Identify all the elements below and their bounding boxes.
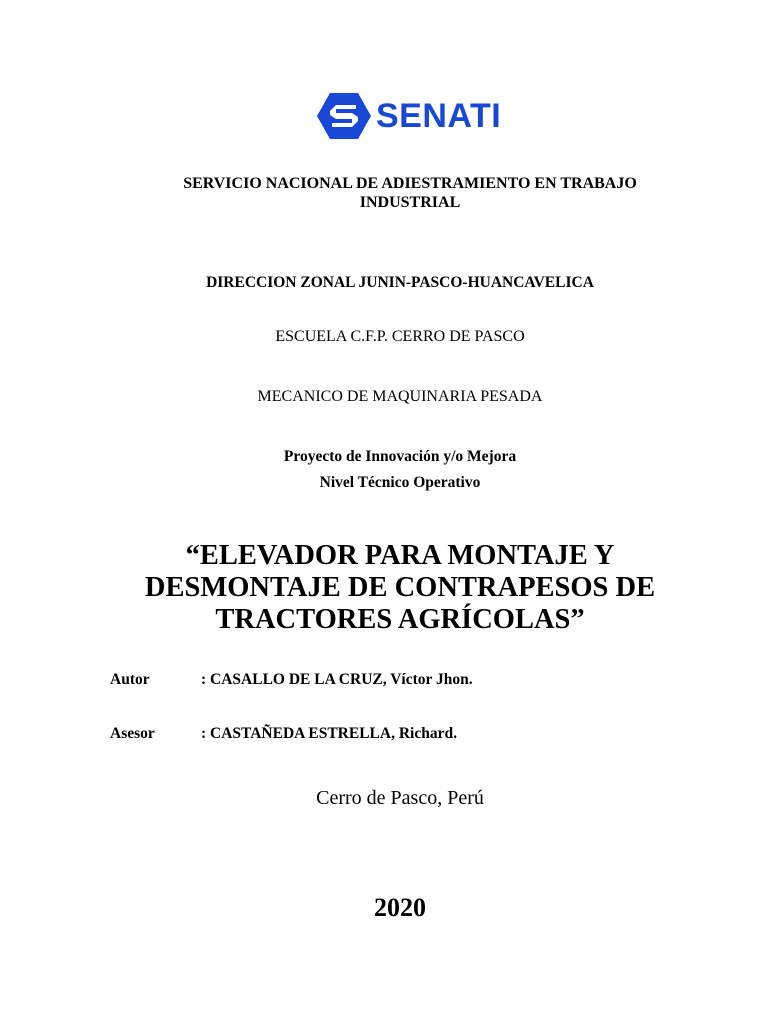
author-label: Autor (110, 671, 150, 688)
year: 2020 (374, 893, 426, 922)
project-type: Proyecto de Innovación y/o Mejora (283, 448, 517, 465)
project-level: Nivel Técnico Operativo (319, 474, 481, 491)
institution-name: SERVICIO NACIONAL DE ADIESTRAMIENTO EN TRABAJO INDUSTRIAL (183, 175, 637, 211)
project-title: “ELEVADOR PARA MONTAJE Y DESMONTAJE DE CONTRAPESOS DE TRACTORES AGRÍCOLAS” (144, 540, 656, 635)
senati-emblem-icon (316, 92, 372, 140)
zonal-direction: DIRECCION ZONAL JUNIN-PASCO-HUANCAVELICA (206, 274, 594, 291)
advisor-label: Asesor (110, 725, 155, 742)
author-value: : CASALLO DE LA CRUZ, Víctor Jhon. (201, 671, 473, 688)
senati-logo (316, 92, 506, 140)
senati-logo-text: SENATI (376, 97, 502, 135)
career-name: MECANICO DE MAQUINARIA PESADA (257, 388, 543, 405)
school-name: ESCUELA C.F.P. CERRO DE PASCO (275, 328, 525, 345)
advisor-value: : CASTAÑEDA ESTRELLA, Richard. (201, 725, 457, 742)
project-type-block (0, 444, 768, 496)
place: Cerro de Pasco, Perú (316, 787, 484, 809)
